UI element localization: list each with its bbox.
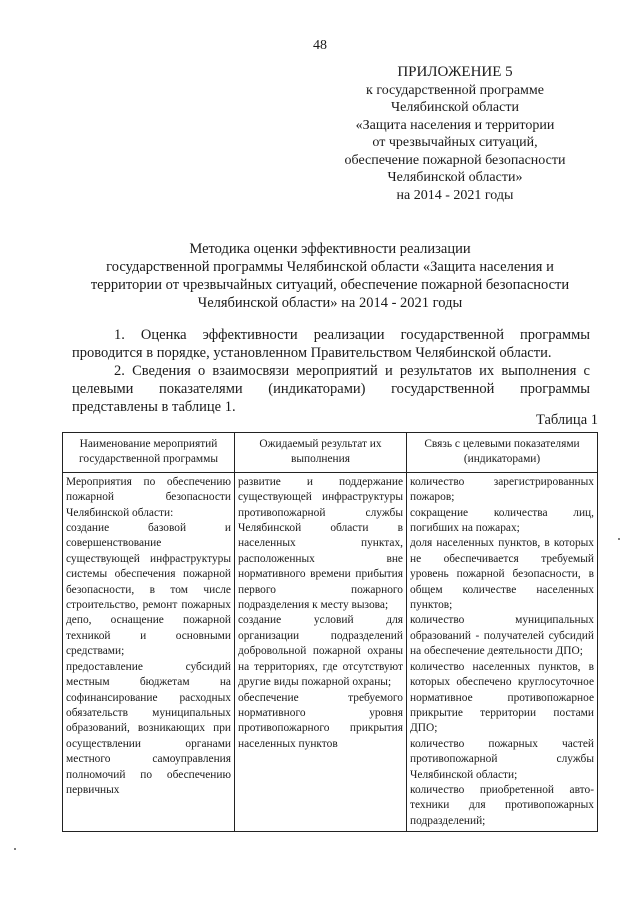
paragraph-1: 1. Оценка эффективности реализации государственной программы проводится в порядке, установленном Правительством Челябинской области. [72,327,590,361]
body-text [72,326,590,416]
appendix-title: ПРИЛОЖЕНИЕ 5 [397,64,513,80]
appendix-line: Челябинской области» [387,170,523,185]
document-title-line: Челябинской области» на 2014 - 2021 годы [197,295,463,311]
appendix-line: Челябинской области [391,100,519,115]
indicator-item: количество муниципальных образований - получателей субсидий на обеспечение деятельности ДПО; [410,614,594,658]
measure-item: предоставление субсидий местным бюджетам на софинансирование расходных обязательств муниципальных образований, возникающих при осуществлении органами местного самоуправления полномочий по обеспечению первичных [66,660,231,796]
header-expected-result: Ожидаемый результат их выполнения [235,433,407,473]
table-header-row [63,433,598,473]
document-title [60,240,600,312]
indicator-item: доля населенных пунктов, в которых не обеспечивается требуемый уровень пожарной безопасности, в общем количестве населенных пунктов; [410,537,594,612]
header-measures: Наименование мероприятий государственной программы [63,433,235,473]
expected-result-cell [235,472,407,831]
document-title-line: Методика оценки эффективности реализации [189,241,471,257]
scan-speck [618,538,620,540]
indicator-item: количество зарегистрированных пожаров; [410,475,594,504]
table-caption: Таблица 1 [535,412,598,428]
indicators-cell [407,472,598,831]
appendix-line: на 2014 - 2021 годы [396,187,514,203]
appendix-line: к государственной программе [366,82,544,98]
indicator-item: количество пожарных частей противопожарной службы Челябинской области; [410,737,594,781]
paragraph-2: 2. Сведения о взаимосвязи мероприятий и результатов их выполнения с целевыми показателями (индикаторами) государственной программы представлены в таблице 1. [72,363,590,415]
measure-item: Мероприятия по обеспечению пожарной безопасности Челябинской области: [66,475,231,519]
appendix-header [330,64,580,204]
indicator-item: количество приобретенной авто-техники для противопожарных подразделений; [410,783,594,827]
result-item: создание условий для организации подразделений добровольной пожарной охраны на территориях, где отсутствуют другие виды пожарной охраны; [238,614,403,689]
measures-cell [63,472,235,831]
appendix-line: от чрезвычайных ситуаций, [372,135,538,150]
result-item: обеспечение требуемого нормативного уровня противопожарного прикрытия населенных пунктов [238,691,403,750]
appendix-line: «Защита населения и территории [355,117,555,133]
document-title-line: государственной программы Челябинской области «Защита населения и [106,259,554,275]
indicator-item: количество населенных пунктов, в которых обеспечено круглосуточное нормативное противопожарное прикрытие территории постами ДПО; [410,660,594,735]
result-item: развитие и поддержание существующей инфраструктуры противопожарной службы Челябинской области в населенных пунктах, расположенных вне нормативного времени прибытия первого пожарного подразделения к месту вызова; [238,475,403,612]
scan-speck [14,848,16,850]
document-title-line: территории от чрезвычайных ситуаций, обеспечение пожарной безопасности [90,277,570,293]
header-target-indicators: Связь с целевыми показателями (индикаторами) [407,433,598,473]
indicator-item: сокращение количества лиц, погибших на пожарах; [410,506,594,535]
appendix-line: обеспечение пожарной безопасности [344,152,566,168]
measures-table [62,432,598,832]
page-number: 48 [313,38,327,53]
table-row [63,472,598,831]
measure-item: создание базовой и совершенствование существующей инфраструктуры системы обеспечения пожарной безопасности, в том числе строительство, ремонт пожарных депо, оснащение пожарной техникой и основными средствами; [66,522,231,658]
